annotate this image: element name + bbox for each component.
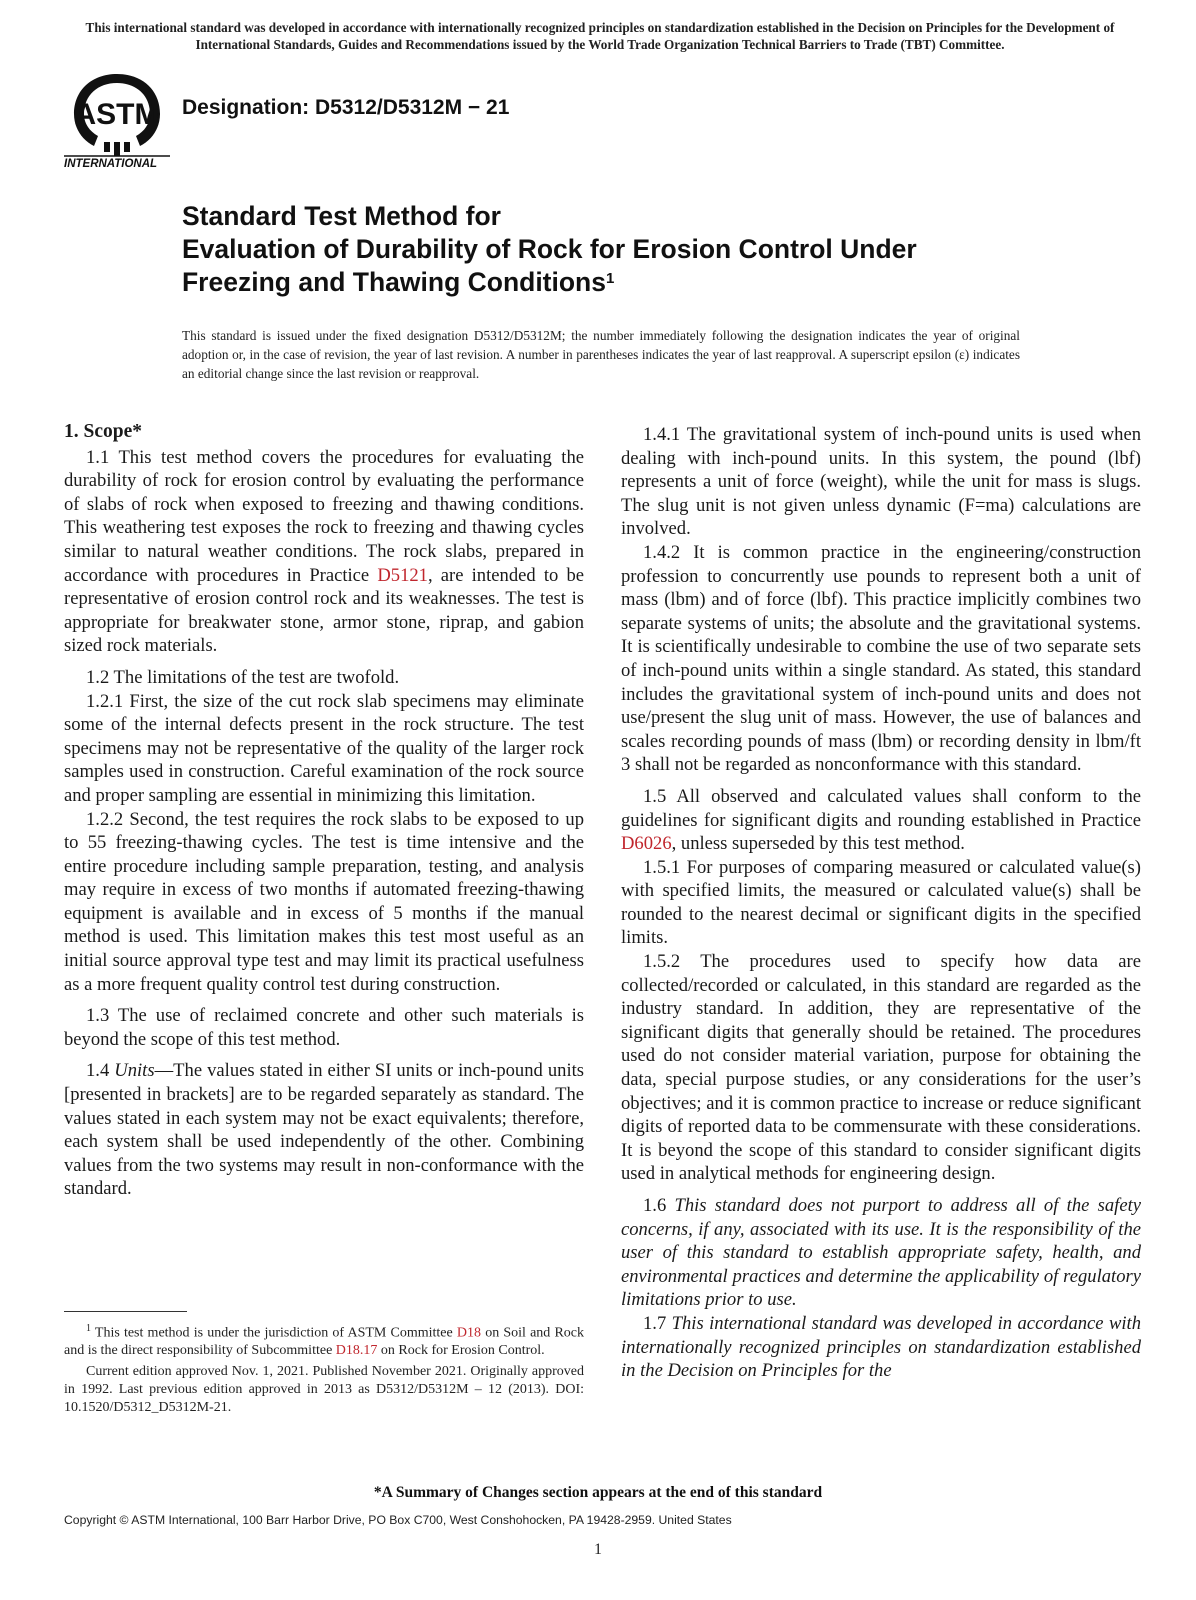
paragraph-1-5-text-b: , unless superseded by this test method.: [671, 833, 965, 855]
paragraph-1-2: 1.2 The limitations of the test are twofold.: [86, 666, 400, 688]
summary-of-changes-note: *A Summary of Changes section appears at the end of this standard: [373, 1484, 823, 1501]
paragraph-1-7-number: 1.7: [643, 1312, 672, 1334]
footnote-1-mark: 1: [86, 1323, 91, 1334]
reference-link-d6026[interactable]: D6026: [621, 833, 672, 855]
footnote-1-text-b: on Soil and Rock and is the direct responsibility of Subcommittee: [64, 1325, 584, 1359]
issue-note: This standard is issued under the fixed designation D5312/D5312M; the number immediately following the designation indicates the year of original adoption or, in the case of revision, the year of last revision. A number in parentheses indicates the year of last reapproval. A superscript epsilon (ε) indicates an editorial change since the last revision or reapproval.: [182, 328, 1020, 381]
paragraph-1-5-text-a: 1.5 All observed and calculated values shall conform to the guidelines for significant digits and rounding established in Practice: [621, 785, 1141, 831]
logo-subtext: INTERNATIONAL: [64, 158, 158, 170]
footnote-divider: [64, 1311, 187, 1312]
footnote-edition: Current edition approved Nov. 1, 2021. Published November 2021. Originally approved in 1992. Last previous edition approved in 2013 as D5312/D5312M – 12 (2013). DOI: 10.1520/D5312_D5312M-21.: [64, 1364, 584, 1415]
reference-link-d5121[interactable]: D5121: [377, 564, 428, 586]
page-number: 1: [594, 1541, 602, 1558]
paragraph-1-5-1: 1.5.1 For purposes of comparing measured or calculated value(s) with specified limits, the measured or calculated value(s) shall be rounded to the nearest decimal or significant digits in the specified limits.: [621, 856, 1141, 949]
section-heading-scope: 1. Scope*: [64, 421, 142, 442]
paragraph-1-4-units: Units: [114, 1060, 155, 1082]
title-line-3-wrap: [182, 266, 1082, 299]
reference-link-d18-17[interactable]: D18.17: [335, 1343, 378, 1359]
paragraph-1-7: [621, 1312, 1141, 1383]
paragraph-1-4: [64, 1059, 584, 1201]
paragraph-1-4-1: 1.4.1 The gravitational system of inch-pound units is used when dealing with inch-pound units. In this system, the pound (lbf) represents a unit of force (weight), while the unit for mass is slugs. The slug unit is not given unless dynamic (F=ma) calculations are involved.: [621, 424, 1141, 540]
paragraph-1-4-number: 1.4: [86, 1060, 115, 1082]
paragraph-1-4-2: 1.4.2 It is common practice in the engineering/construction profession to concurrently use pounds to represent both a unit of mass (lbm) and of force (lbf). This practice implicitly combines two separate systems of units; the absolute and the gravitational systems. It is scientifically undesirable to combine the use of two separate sets of inch-pound units within a single standard. As stated, this standard includes the gravitational system of inch-pound units and does not use/present the slug unit of mass. However, the use of balances and scales recording pounds of mass (lbm) or recording density in lbm/ft 3 shall not be regarded as nonconformance with this standard.: [621, 541, 1141, 776]
astm-logo: [62, 70, 172, 170]
title-footnote-mark: 1: [606, 270, 615, 287]
footnotes: [64, 1320, 584, 1417]
left-column: [64, 420, 584, 1201]
logo-letters: ASTM: [74, 98, 160, 131]
document-title: [182, 200, 1082, 299]
tbt-notice: This international standard was developed in accordance with internationally recognized principles on standardization established in the Decision on Principles for the Development of International Standards, Guides and Recommendations issued by the World Trade Organization Technical Barriers to Trade (TBT) Committee.: [85, 20, 1115, 52]
designation: Designation: D5312/D5312M − 21: [182, 96, 510, 119]
title-line-2: Evaluation of Durability of Rock for Erosion Control Under: [182, 234, 917, 264]
footnote-1: [64, 1320, 584, 1360]
paragraph-1-2-2: 1.2.2 Second, the test requires the rock slabs to be exposed to up to 55 freezing-thawing cycles. The test is time intensive and the entire procedure including sample preparation, testing, and analysis may require in excess of two months if automated freezing-thawing equipment is available and in excess of 5 months if the manual method is used. This limitation makes this test most useful as an initial source approval type test and may limit its practical usefulness as a more frequent quality control test during construction.: [64, 808, 584, 995]
paragraph-1-3: 1.3 The use of reclaimed concrete and other such materials is beyond the scope of this test method.: [64, 1005, 584, 1050]
paragraph-1-1: [64, 446, 584, 658]
paragraph-1-5-2: 1.5.2 The procedures used to specify how data are collected/recorded or calculated, in this standard are regarded as the industry standard. In addition, they are representative of the significant digits that generally should be retained. The procedures used do not consider material variation, purpose for obtaining the data, special purpose studies, or any considerations for the user’s objectives; and it is common practice to increase or reduce significant digits of reported data to be commensurate with these considerations. It is beyond the scope of this standard to consider significant digits used in analytical methods for engineering design.: [621, 951, 1141, 1185]
paragraph-1-6-number: 1.6: [643, 1195, 675, 1216]
paragraph-1-1-text-a: 1.1 This test method covers the procedures for evaluating the durability of rock for erosion control by evaluating the performance of slabs of rock when exposed to freezing and thawing conditions. This weathering test exposes the rock to freezing and thawing cycles similar to natural weather conditions. The rock slabs, prepared in accordance with procedures in Practice: [64, 446, 584, 586]
title-line-3: Freezing and Thawing Conditions: [182, 267, 606, 297]
title-line-1: Standard Test Method for: [182, 201, 501, 231]
paragraph-1-6-text: This standard does not purport to address all of the safety concerns, if any, associated with its use. It is the responsibility of the user of this standard to establish appropriate safety, health, and environmental practices and determine the applicability of regulatory limitations prior to use.: [621, 1195, 1141, 1311]
paragraph-1-1-text-b: , are intended to be representative of erosion control rock and its weaknesses. The test is appropriate for breakwater stone, armor stone, riprap, and gabion sized rock materials.: [64, 564, 584, 657]
paragraph-1-6: [621, 1194, 1141, 1312]
footnote-1-text-a: This test method is under the jurisdiction of ASTM Committee: [91, 1325, 457, 1341]
paragraph-1-5: [621, 785, 1141, 856]
reference-link-d18[interactable]: D18: [456, 1325, 482, 1341]
right-column: [621, 423, 1141, 1383]
paragraph-1-2-1: 1.2.1 First, the size of the cut rock slab specimens may eliminate some of the internal defects present in the rock structure. The test specimens may not be representative of the quality of the larger rock samples used in construction. Careful examination of the rock source and proper sampling are essential in minimizing this limitation.: [64, 690, 584, 806]
footnote-1-text-c: on Rock for Erosion Control.: [377, 1343, 545, 1359]
paragraph-1-4-text: —The values stated in either SI units or inch-pound units [presented in brackets] are to be regarded separately as standard. The values stated in each system may not be exact equivalents; therefore, each system shall be used independently of the other. Combining values from the two systems may result in non-conformance with the standard.: [64, 1060, 585, 1200]
paragraph-1-7-text: This international standard was developed in accordance with internationally recognized principles on standardization established in the Decision on Principles for the: [621, 1312, 1142, 1382]
copyright-line: Copyright © ASTM International, 100 Barr Harbor Drive, PO Box C700, West Conshohocken, PA 19428-2959. United States: [64, 1513, 732, 1527]
